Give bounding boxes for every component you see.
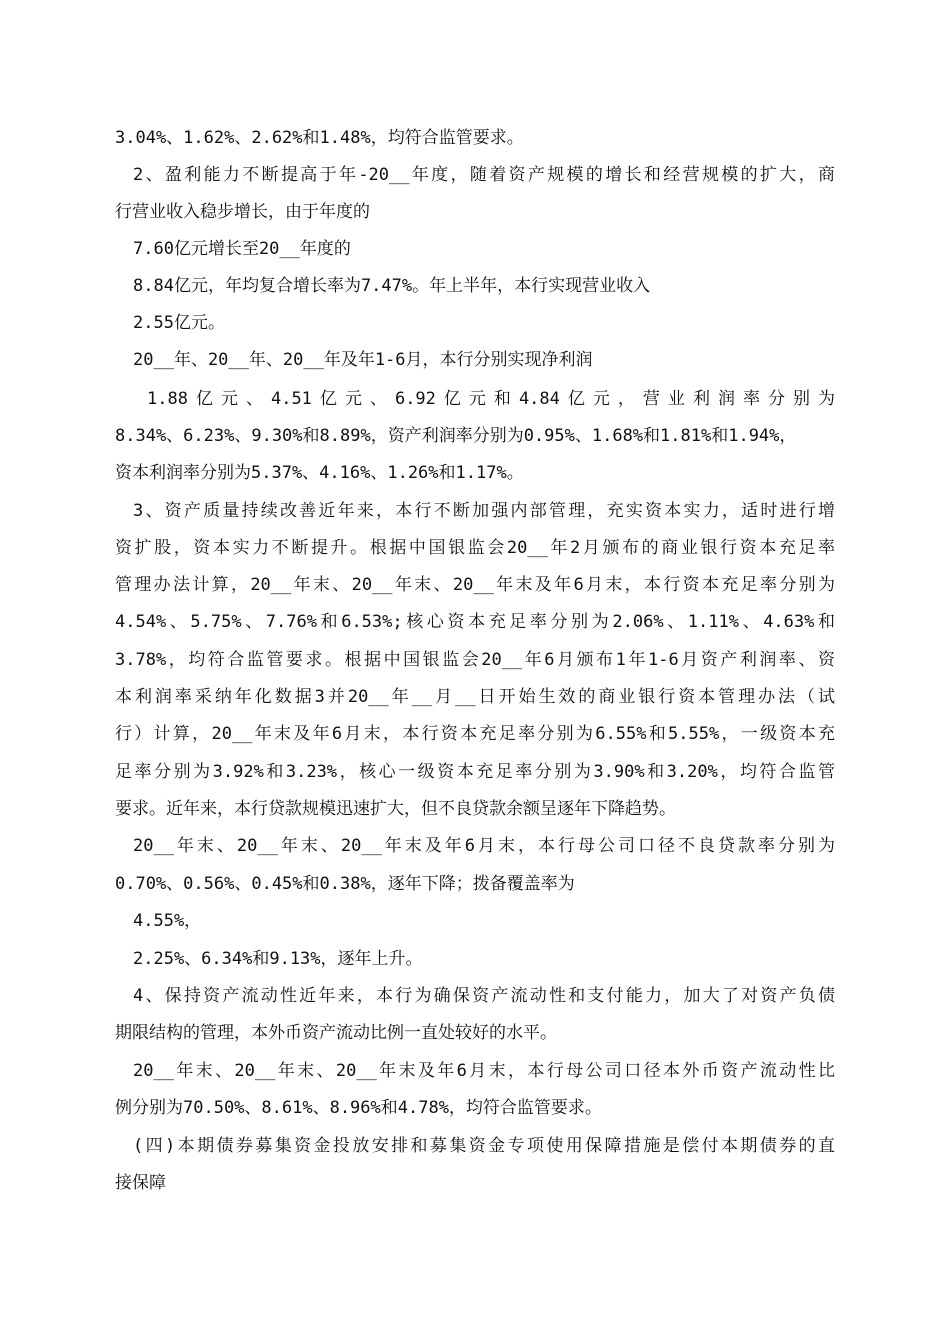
paragraph-line: 行营业收入稳步增长，由于年度的	[115, 202, 370, 222]
paragraph-line: 20__年末、20__年末、20__年末及年6月末，本行母公司口径不良贷款率分别为	[133, 836, 835, 856]
paragraph-line: 本利润率采纳年化数据3并20__年__月__日开始生效的商业银行资本管理办法（试	[115, 687, 835, 707]
paragraph-line: 4、保持资产流动性近年来，本行为确保资产流动性和支付能力，加大了对资产负债	[133, 986, 835, 1006]
paragraph-line: 期限结构的管理，本外币资产流动比例一直处较好的水平。	[115, 1023, 557, 1043]
paragraph-line: 要求。近年来，本行贷款规模迅速扩大，但不良贷款余额呈逐年下降趋势。	[115, 799, 676, 819]
paragraph-line: 资扩股，资本实力不断提升。根据中国银监会20__年2月颁布的商业银行资本充足率	[115, 538, 835, 558]
paragraph-line: 20__年末、20__年末、20__年末及年6月末，本行母公司口径本外币资产流动性比	[133, 1061, 835, 1081]
paragraph-line: 接保障	[115, 1173, 166, 1193]
paragraph-line: 20__年、20__年、20__年及年1-6月，本行分别实现净利润	[133, 350, 593, 370]
paragraph-line: 资本利润率分别为5.37%、4.16%、1.26%和1.17%。	[115, 463, 524, 483]
paragraph-line: (四)本期债券募集资金投放安排和募集资金专项使用保障措施是偿付本期债券的直	[133, 1136, 835, 1156]
paragraph-line: 3.04%、1.62%、2.62%和1.48%，均符合监管要求。	[115, 128, 524, 148]
paragraph-line: 2.55亿元。	[133, 313, 225, 333]
paragraph-line: 1.88亿元、4.51亿元、6.92亿元和4.84亿元，营业利润率分别为	[147, 389, 835, 409]
paragraph-line: 8.84亿元，年均复合增长率为7.47%。年上半年，本行实现营业收入	[133, 276, 651, 296]
paragraph-line: 管理办法计算，20__年末、20__年末、20__年末及年6月末，本行资本充足率分别为	[115, 575, 835, 595]
paragraph-line: 足率分别为3.92%和3.23%，核心一级资本充足率分别为3.90%和3.20%，均符合监管	[115, 762, 835, 782]
paragraph-line: 3.78%，均符合监管要求。根据中国银监会20__年6月颁布1年1-6月资产利润率、资	[115, 650, 835, 670]
paragraph-line: 2.25%、6.34%和9.13%，逐年上升。	[133, 949, 423, 969]
paragraph-line: 3、资产质量持续改善近年来，本行不断加强内部管理，充实资本实力，适时进行增	[133, 501, 835, 521]
paragraph-line: 4.55%，	[133, 911, 202, 931]
paragraph-line: 行）计算，20__年末及年6月末，本行资本充足率分别为6.55%和5.55%，一级资本充	[115, 724, 835, 744]
paragraph-line: 例分别为70.50%、8.61%、8.96%和4.78%，均符合监管要求。	[115, 1098, 602, 1118]
paragraph-line: 4.54%、5.75%、7.76%和6.53%;核心资本充足率分别为2.06%、1.11%、4.63%和	[115, 612, 835, 632]
paragraph-line: 2、盈利能力不断提高于年-20__年度，随着资产规模的增长和经营规模的扩大，商	[133, 165, 835, 185]
paragraph-line: 7.60亿元增长至20__年度的	[133, 239, 351, 259]
paragraph-line: 0.70%、0.56%、0.45%和0.38%，逐年下降；拨备覆盖率为	[115, 874, 575, 894]
paragraph-line: 8.34%、6.23%、9.30%和8.89%，资产利润率分别为0.95%、1.68%和1.81%和1.94%，	[115, 426, 797, 446]
